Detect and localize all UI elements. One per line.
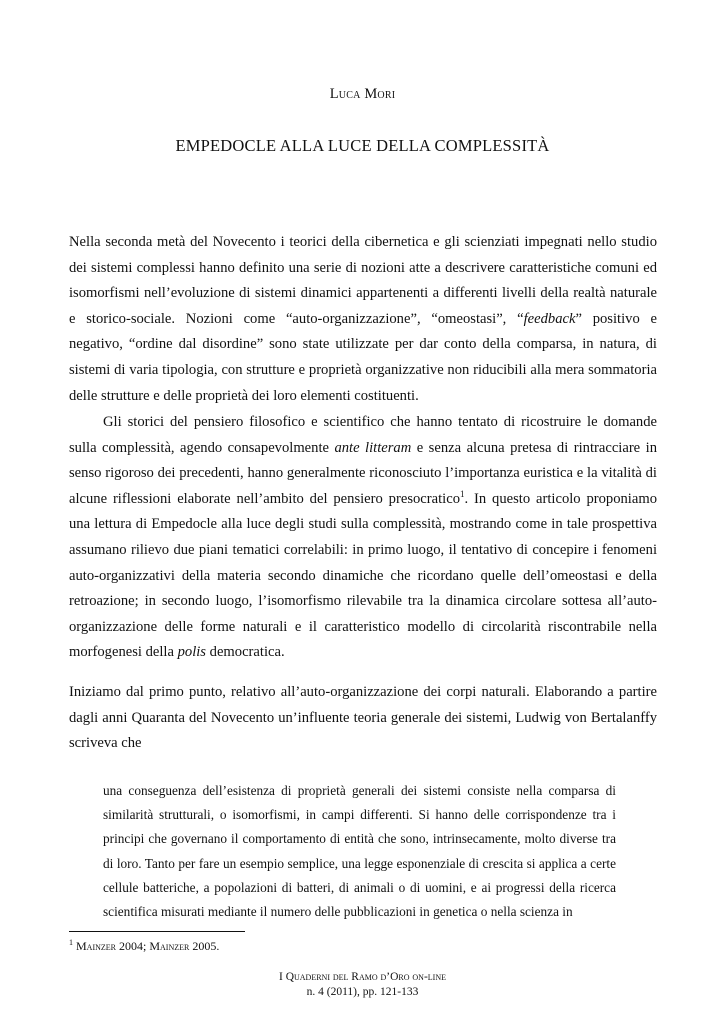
paragraph-2 [69,410,657,666]
block-quote [103,779,616,924]
paragraph-1 [69,230,657,409]
paragraph-2-text-c: . In questo articolo proponiamo una lettura di Empedocle alla luce degli studi sulla complessità, mostrando come in tale prospettiva assumano rilievo due piani tematici correlabili: in primo luogo, il tentativo di concepire i fenomeni auto-organizzativi della materia secondo dinamiche che ricordano quelle dell’omeostasi e della retroazione; in secondo luogo, l’isomorfismo rilevabile tra la dinamica circolare sottesa all’auto-organizzazione delle forme naturali e il caratteristico modello di circolarità riscontrabile nella morfogenesi della [69,490,657,661]
journal-issue: n. 4 (2011), pp. 121-133 [306,986,419,998]
footnote-number: 1 [69,938,73,947]
paragraph-2-text-a: Gli storici del pensiero filosofico e scientifico che hanno tentato di ricostruire le domande sulla complessità, agendo consapevolmente [69,414,657,456]
footnote-divider [69,931,245,932]
footnote-text: Mainzer 2004; Mainzer 2005. [76,939,220,953]
paragraph-3 [69,680,657,757]
polis-term: polis [177,644,206,661]
ante-litteram-term: ante litteram [334,439,412,456]
paragraph-3-text: Iniziamo dal primo punto, relativo all’auto-organizzazione dei corpi naturali. Elaborando a partire dagli anni Quaranta del Novecento un’influente teoria generale dei sistemi, Ludwig von Bertalanffy scriveva che [69,684,657,752]
article-title: EMPEDOCLE ALLA LUCE DELLA COMPLESSITÀ [175,136,550,155]
feedback-term: feedback [523,310,576,327]
paragraph-1-text-a: Nella seconda metà del Novecento i teorici della cibernetica e gli scienziati impegnati nello studio dei sistemi complessi hanno definito una serie di nozioni atte a descrivere caratteristiche comuni ed isomorfismi nell’evoluzione di sistemi dinamici appartenenti a differenti livelli della realtà naturale e storico-sociale. Nozioni come “auto-organizzazione”, “omeostasi”, “ [69,234,657,327]
block-quote-text: una conseguenza dell’esistenza di proprietà generali dei sistemi consiste nella comparsa di similarità strutturali, o isomorfismi, in campi differenti. Si hanno delle corrispondenze tra i principi che governano il comportamento di entità che sono, intrinsecamente, molto diverse tra di loro. Tanto per fare un esempio semplice, una legge esponenziale di crescita si applica a certe cellule batteriche, a popolazioni di batteri, di animali o di uomini, e ai progressi della ricerca scientifica misurati mediante il numero delle pubblicazioni in genetica o nella scienza in [103,783,616,920]
paragraph-2-text-d: democratica. [206,644,285,661]
footnote [69,938,219,954]
author-name: Luca Mori [329,86,396,102]
paragraph-1-text-b: ” positivo e negativo, “ordine dal disordine” sono state utilizzate per dar conto della comparsa, in natura, di sistemi di varia tipologia, con strutture e proprietà organizzative non riducibili alla mera sommatoria delle strutture e delle proprietà dei loro elementi costituenti. [69,310,657,404]
footnote-reference[interactable]: 1 [460,488,465,499]
journal-name: I Quaderni del Ramo d’Oro on-line [278,971,447,983]
journal-footer [0,970,725,1000]
paragraph-2-text-b: e senza alcuna pretesa di rintracciare in senso rigoroso dei precedenti, hanno generalmente riconosciuto l’importanza euristica e la vitalità di alcune riflessioni elaborate nell’ambito del pensiero presocratico [69,439,657,507]
